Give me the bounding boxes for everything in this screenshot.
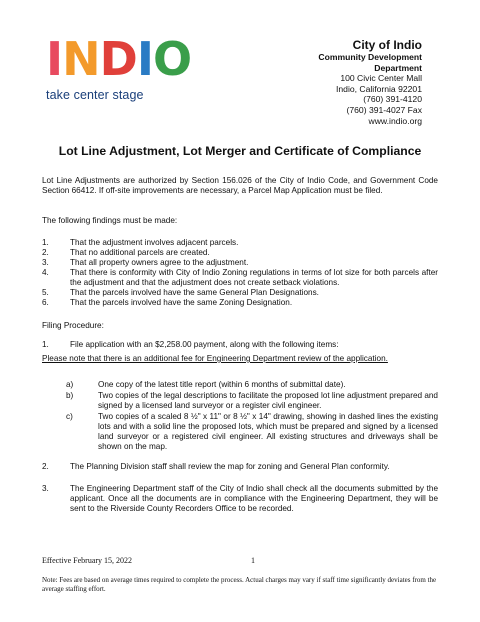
required-items-list (66, 380, 438, 452)
item-text: Two copies of the legal descriptions to facilitate the proposed lot line adjustment prepared and signed by a licensed land surveyor or a register civil engineer. (98, 391, 438, 410)
logo-letter: I (46, 32, 63, 86)
phone-number: (760) 391-4120 (363, 94, 422, 105)
address-line2: Indio, California 92201 (336, 83, 422, 94)
step-number: 1. (42, 340, 49, 349)
finding-number: 3. (42, 258, 49, 267)
city-name: City of Indio (352, 38, 422, 52)
findings-list (42, 238, 438, 308)
logo-letter: I (136, 32, 153, 86)
procedure-step (42, 340, 438, 350)
findings-intro: The following findings must be made: (42, 216, 178, 225)
finding-item (42, 248, 438, 258)
finding-item (42, 288, 438, 298)
procedure-step (42, 484, 438, 514)
item-letter: c) (66, 412, 73, 421)
finding-number: 2. (42, 248, 49, 257)
finding-number: 1. (42, 238, 49, 247)
finding-text: That the adjustment involves adjacent parcels. (70, 238, 239, 247)
dept-name-line2: Department (374, 62, 422, 73)
step-text: The Engineering Department staff of the City of Indio shall check all the documents submitted by the applicant. Once all the documents are in compliance with the Engineering Department, they will be sent to the Riverside County Recorders Office to be recorded. (70, 484, 438, 513)
required-item (66, 412, 438, 452)
logo-letter: N (62, 32, 100, 86)
filing-procedure-label: Filing Procedure: (42, 321, 104, 330)
indio-logo (46, 32, 192, 102)
address-line1: 100 Civic Center Mall (340, 73, 422, 84)
finding-text: That there is conformity with City of Indio Zoning regulations in terms of lot size for both parcels after the adjustment and that the adjustment does not create setback violations. (70, 268, 438, 287)
step-text: File application with an $2,258.00 payment, along with the following items: (70, 340, 339, 349)
finding-number: 5. (42, 288, 49, 297)
finding-text: That all property owners agree to the adjustment. (70, 258, 249, 267)
step-number: 2. (42, 462, 49, 471)
finding-number: 4. (42, 268, 49, 277)
finding-text: That the parcels involved have the same General Plan Designations. (70, 288, 319, 297)
required-item (66, 391, 438, 411)
finding-text: That the parcels involved have the same Zoning Designation. (70, 298, 293, 307)
finding-item (42, 258, 438, 268)
logo-letter: D (99, 32, 137, 86)
logo-letter: O (152, 32, 192, 86)
required-item (66, 380, 438, 390)
item-letter: a) (66, 380, 74, 389)
website-link[interactable]: www.indio.org (368, 115, 422, 126)
fax-number: (760) 391-4027 Fax (346, 104, 422, 115)
logo-tagline: take center stage (46, 88, 144, 102)
item-text: One copy of the latest title report (within 6 months of submittal date). (98, 380, 346, 389)
item-text: Two copies of a scaled 8 ½" x 11" or 8 ½" x 14" drawing, showing in dashed lines the existing lots and with a solid line the proposed lots, which must be prepared and signed by a licensed land surveyor or a registered civil engineer. All existing structures and driveways shall be shown on the map. (98, 412, 438, 451)
procedure-step (42, 462, 438, 472)
logo-wordmark (46, 32, 192, 86)
intro-paragraph: Lot Line Adjustments are authorized by Section 156.026 of the City of Indio Code, and Government Code Section 66412. If off-site improvements are necessary, a Parcel Map Application must be filed. (42, 176, 438, 195)
effective-date: Effective February 15, 2022 (42, 556, 133, 565)
finding-item (42, 268, 438, 288)
finding-text: That no additional parcels are created. (70, 248, 210, 257)
item-letter: b) (66, 391, 74, 400)
page-number: 1 (251, 556, 255, 565)
document-title: Lot Line Adjustment, Lot Merger and Certificate of Compliance (58, 144, 422, 158)
finding-number: 6. (42, 298, 49, 307)
step-number: 3. (42, 484, 49, 493)
finding-item (42, 298, 438, 308)
department-header (318, 38, 422, 126)
finding-item (42, 238, 438, 248)
engineering-fee-note: Please note that there is an additional fee for Engineering Department review of the application. (42, 354, 388, 363)
step-text: The Planning Division staff shall review the map for zoning and General Plan conformity. (70, 462, 390, 471)
fee-footnote: Note: Fees are based on average times required to complete the process. Actual charges may vary if staff time significantly deviates from the average staffing effort. (42, 576, 437, 594)
dept-name-line1: Community Development (318, 52, 422, 62)
